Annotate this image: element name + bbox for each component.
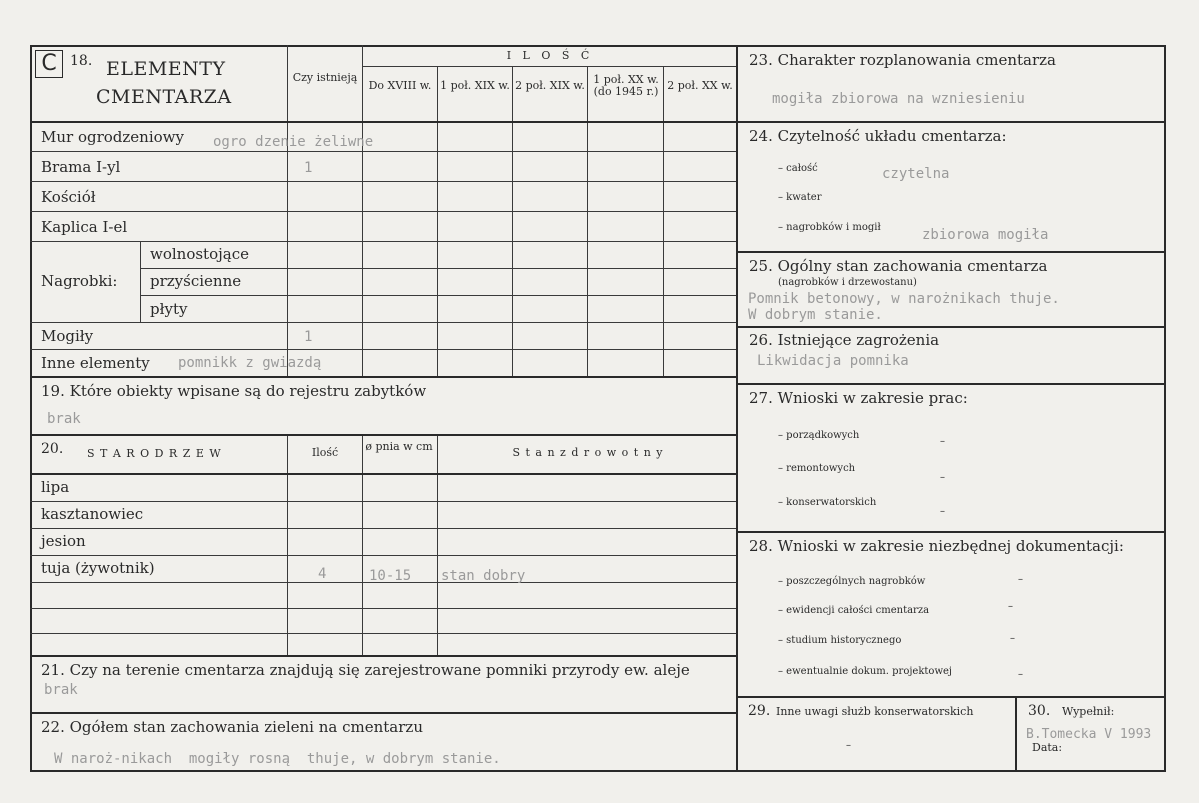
- period-1: Do XVIII w.: [368, 79, 432, 92]
- col-exists-header: Czy istnieją: [292, 71, 358, 84]
- s24-calosc: – całość: [778, 163, 818, 174]
- s25-sub: (nagrobków i drzewostanu): [778, 277, 917, 288]
- period-3: 2 poł. XIX w.: [515, 79, 585, 92]
- s20-header-bottom: [30, 473, 736, 475]
- qty-header-line: [362, 66, 736, 67]
- s26-value: Likwidacja pomnika: [757, 353, 909, 369]
- row-line: [140, 295, 736, 296]
- s27-item-konserwatorskich: – konserwatorskich: [778, 497, 877, 508]
- s28-bottom: [736, 696, 1166, 698]
- s25-value-line2: W dobrym stanie.: [748, 307, 883, 323]
- nagrobki-divider: [140, 241, 141, 322]
- s19-label: 19. Które obiekty wpisane są do rejestru zabytków: [41, 382, 427, 400]
- row-inne: Inne elementy: [41, 354, 150, 372]
- s20-bottom: [30, 655, 738, 657]
- row-line: [30, 349, 736, 350]
- row-brama-value: 1: [304, 160, 313, 176]
- s19-bottom: [30, 434, 738, 436]
- period-2: 1 poł. XIX w.: [440, 79, 510, 92]
- s27-label: 27. Wnioski w zakresie prac:: [749, 389, 968, 407]
- col-line-p2: [437, 66, 438, 377]
- s22-label: 22. Ogółem stan zachowania zieleni na cmentarzu: [41, 718, 423, 736]
- s28-item-1: – poszczególnych nagrobków: [778, 576, 926, 587]
- s30-number: 30.: [1028, 703, 1051, 719]
- s23-label: 23. Charakter rozplanowania cmentarza: [749, 51, 1056, 69]
- period-5: 2 poł. XX w.: [667, 79, 733, 92]
- section-letter: C: [41, 51, 57, 76]
- s20-col-diam: ø pnia w cm: [365, 440, 433, 453]
- tuja-qty: 4: [318, 566, 327, 582]
- row-inne-value: pomnikk z gwiazdą: [178, 355, 322, 371]
- frame-right: [1164, 45, 1166, 772]
- period-4: 1 poł. XX w. (do 1945 r.): [593, 73, 659, 98]
- s20-row-line: [30, 608, 736, 609]
- s28-item-3: – studium historycznego: [778, 635, 902, 646]
- s28-dash-4: –: [1018, 669, 1023, 680]
- s18-header-bottom: [30, 121, 738, 123]
- s19-value: brak: [47, 411, 81, 427]
- s23-bottom: [736, 121, 1166, 123]
- tree-jesion: jesion: [41, 532, 86, 550]
- s30-data-label: Data:: [1032, 741, 1063, 754]
- s20-col-line: [362, 436, 363, 656]
- s20-row-line: [30, 528, 736, 529]
- s18-bottom: [30, 376, 738, 378]
- row-nagrobki: Nagrobki:: [41, 272, 118, 290]
- s27-dash-2: –: [940, 472, 945, 483]
- s24-nagrobkow: – nagrobków i mogił: [778, 222, 881, 233]
- s20-col-line: [437, 436, 438, 656]
- frame-top: [30, 45, 1166, 47]
- s21-value: brak: [44, 682, 78, 698]
- frame-bottom: [30, 770, 1166, 772]
- tree-tuja: tuja (żywotnik): [41, 559, 155, 577]
- s25-label: 25. Ogólny stan zachowania cmentarza: [749, 257, 1048, 275]
- row-plyty: płyty: [150, 300, 188, 318]
- s29-label: Inne uwagi służb konserwatorskich: [776, 705, 974, 718]
- s20-row-line: [30, 555, 736, 556]
- s28-item-4: – ewentualnie dokum. projektowej: [778, 666, 953, 677]
- s29-s30-divider: [1015, 696, 1017, 772]
- row-line: [30, 322, 736, 323]
- col-line-p5: [663, 66, 664, 377]
- s26-label: 26. Istniejące zagrożenia: [749, 331, 940, 349]
- frame-middle: [736, 45, 738, 772]
- s20-row-line: [30, 501, 736, 502]
- s24-label: 24. Czytelność układu cmentarza:: [749, 127, 1007, 145]
- s20-col-health: S t a n z d r o w o t n y: [512, 446, 664, 459]
- s29-number: 29.: [748, 703, 771, 719]
- s21-label: 21. Czy na terenie cmentarza znajdują się zarejestrowane pomniki przyrody ew. aleje: [41, 661, 690, 679]
- row-line: [30, 151, 736, 152]
- col-line-p4: [587, 66, 588, 377]
- row-mogily: Mogiły: [41, 327, 94, 345]
- s18-title-line1: ELEMENTY: [106, 58, 226, 80]
- tuja-diam: 10-15: [369, 568, 412, 584]
- row-kaplica: Kaplica I-el: [41, 218, 128, 236]
- s21-bottom: [30, 712, 738, 714]
- s20-row-line: [30, 633, 736, 634]
- row-line: [30, 241, 736, 242]
- s24-nagrobkow-value: zbiorowa mogiła: [922, 227, 1049, 243]
- col-qty-header: I L O Ś Ć: [506, 49, 594, 62]
- row-line: [30, 211, 736, 212]
- row-przyscienne: przyścienne: [150, 272, 242, 290]
- s28-dash-2: –: [1008, 601, 1013, 612]
- s27-item-remontowych: – remontowych: [778, 463, 856, 474]
- s28-dash-1: –: [1018, 574, 1023, 585]
- row-kosciol: Kościół: [41, 188, 96, 206]
- s28-dash-3: –: [1010, 633, 1015, 644]
- s30-value: B.Tomecka V 1993: [1026, 727, 1152, 742]
- tuja-health: stan dobry: [441, 568, 526, 584]
- s25-bottom: [736, 326, 1166, 328]
- s27-item-porzadkowych: – porządkowych: [778, 430, 860, 441]
- s27-dash-1: –: [940, 436, 945, 447]
- s20-number: 20.: [41, 441, 64, 457]
- s26-bottom: [736, 383, 1166, 385]
- s23-value: mogiła zbiorowa na wzniesieniu: [772, 91, 1025, 107]
- row-wolnostojace: wolnostojące: [150, 245, 249, 263]
- s27-bottom: [736, 531, 1166, 533]
- s20-col-line: [287, 436, 288, 656]
- s18-title-line2: CMENTARZA: [96, 86, 232, 108]
- s22-value: W naroż-nikach mogiły rosną thuje, w dobrym stanie.: [54, 751, 501, 767]
- row-brama: Brama I-yl: [41, 158, 121, 176]
- s29-dash: –: [846, 740, 851, 751]
- row-mur: Mur ogrodzeniowy: [41, 128, 184, 146]
- row-line: [30, 181, 736, 182]
- col-line-p3: [512, 66, 513, 377]
- row-mogily-value: 1: [304, 329, 313, 345]
- s20-col-qty: Ilość: [311, 446, 339, 459]
- tree-kasztanowiec: kasztanowiec: [41, 505, 144, 523]
- s20-title: S T A R O D R Z E W: [87, 447, 222, 460]
- s27-dash-3: –: [940, 506, 945, 517]
- s18-number: 18.: [70, 53, 93, 69]
- s28-label: 28. Wnioski w zakresie niezbędnej dokumentacji:: [749, 537, 1124, 555]
- s24-calosc-value: czytelna: [882, 166, 950, 182]
- s24-bottom: [736, 251, 1166, 253]
- section-letter-box: [35, 50, 63, 78]
- s24-kwater: – kwater: [778, 192, 822, 203]
- frame-left: [30, 45, 32, 772]
- tree-lipa: lipa: [41, 478, 70, 496]
- row-mur-value: ogro dzenie żeliwne: [213, 134, 374, 150]
- s28-item-2: – ewidencji całości cmentarza: [778, 605, 930, 616]
- s25-value-line1: Pomnik betonowy, w narożnikach thuje.: [748, 291, 1060, 307]
- s30-label: Wypełnił:: [1062, 705, 1115, 718]
- row-line: [140, 268, 736, 269]
